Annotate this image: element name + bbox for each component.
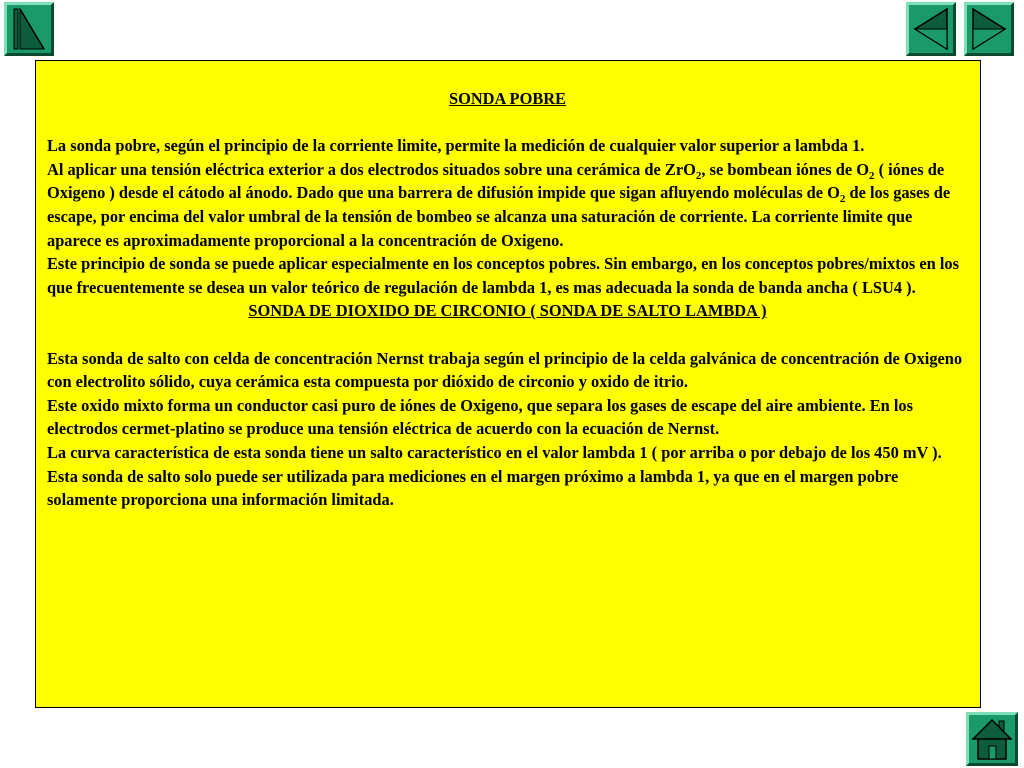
first-slide-icon <box>7 5 51 53</box>
first-slide-button[interactable] <box>4 2 54 56</box>
home-button[interactable] <box>966 712 1018 766</box>
subscript-2: 2 <box>868 169 875 182</box>
paragraph-2-part-c: ( iónes de Oxigeno ) desde el cátodo al ánodo. Dado que una barrera de difusión impide que sigan afluyendo moléculas de O <box>47 159 945 203</box>
next-slide-button[interactable] <box>964 2 1014 56</box>
subscript-2: 2 <box>695 169 702 182</box>
heading-sonda-pobre: SONDA POBRE <box>448 89 567 108</box>
paragraph-3: Este principio de sonda se puede aplicar especialmente en los conceptos pobres. Sin embargo, en los conceptos pobres/mixtos en los que frecuentemente se desea un valor teórico de regulación de lambda 1, es mas adecuada la sonda de banda ancha ( LSU4 ). <box>47 254 959 297</box>
home-icon <box>969 715 1015 763</box>
paragraph-2-part-d: de los gases de escape, por encima del valor umbral de la tensión de bombeo se alcanza una saturación de corriente. La corriente limite que aparece es aproximadamente proporcional a la concentración de Oxigeno. <box>47 183 951 250</box>
content-panel <box>35 60 981 708</box>
paragraph-4: Esta sonda de salto con celda de concentración Nernst trabaja según el principio de la celda galvánica de concentración de Oxigeno con electrolito sólido, cuya cerámica esta compuesta por dióxido de circonio y oxido de itrio. <box>47 348 963 392</box>
previous-slide-button[interactable] <box>906 2 956 56</box>
paragraph-2-part-b: , se bombean iónes de O <box>701 159 869 179</box>
previous-slide-icon <box>909 5 953 53</box>
next-slide-icon <box>967 5 1011 53</box>
paragraph-2 <box>47 158 968 252</box>
heading-sonda-dioxido: SONDA DE DIOXIDO DE CIRCONIO ( SONDA DE SALTO LAMBDA ) <box>248 301 767 321</box>
paragraph-6: La curva característica de esta sonda tiene un salto característico en el valor lambda 1 ( por arriba o por debajo de los 450 mV ). <box>47 442 942 462</box>
paragraph-1: La sonda pobre, según el principio de la corriente limite, permite la medición de cualquier valor superior a lambda 1. <box>47 136 865 156</box>
subscript-2: 2 <box>839 193 846 206</box>
paragraph-5: Este oxido mixto forma un conductor casi puro de iónes de Oxigeno, que separa los gases de escape del aire ambiente. En los electrodos cermet-platino se produce una tensión eléctrica de acuerdo con la ecuación de Nernst. <box>47 395 913 439</box>
paragraph-7: Esta sonda de salto solo puede ser utilizada para mediciones en el margen próximo a lambda 1, ya que en el margen pobre solamente proporciona una información limitada. <box>47 466 899 510</box>
paragraph-2-part-a: Al aplicar una tensión eléctrica exterior a dos electrodos situados sobre una cerámica de ZrO <box>47 159 696 179</box>
